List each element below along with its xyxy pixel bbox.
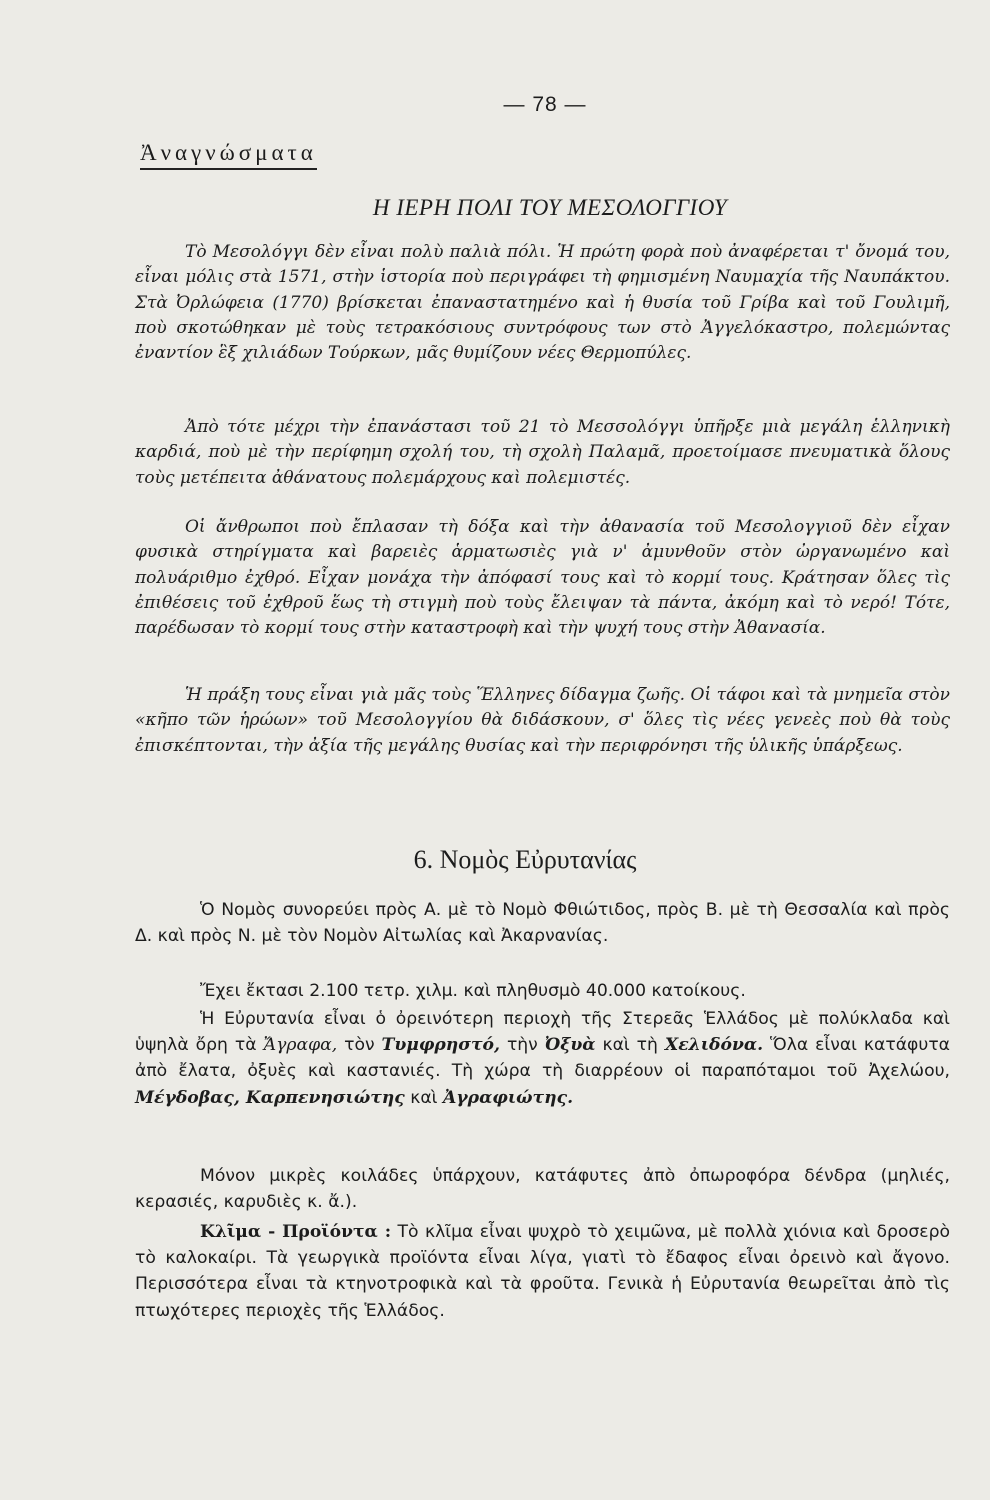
reading-title: Η ΙΕΡΗ ΠΟΛΙ ΤΟΥ ΜΕΣΟΛΟΓΓΙΟΥ: [372, 195, 728, 220]
body-paragraph: Ὁ Νομὸς συνορεύει πρὸς Α. μὲ τὸ Νομὸ Φθιώτιδος, πρὸς Β. μὲ τὴ Θεσσαλία καὶ πρὸς Δ. καὶ πρὸς Ν. μὲ τὸν Νομὸν Αἰτωλίας καὶ Ἀκαρνανίας.: [135, 900, 950, 947]
body-paragraph: Ἔχει ἔκτασι 2.100 τετρ. χιλμ. καὶ πληθυσμὸ 40.000 κατοίκους.: [200, 981, 746, 1001]
body-paragraph: Ἡ Εὐρυτανία εἶναι ὁ ὀρεινότερη περιοχὴ τῆς Στερεᾶς Ἑλλάδος μὲ πολύκλαδα καὶ ὑψηλὰ ὄρη τὰ Ἄγραφα, τὸν Τυμφρηστό, τὴν Ὀξυὰ καὶ τὴ Χελιδόνα. Ὅλα εἶναι κατάφυτα ἀπὸ ἔλατα, ὀξυὲς καὶ καστανιές. Τὴ χώρα τὴ διαρρέουν οἱ παραπόταμοι τοῦ Ἀχελώου, Μέγδοβας, Καρπενησιώτης καὶ Ἀγραφιώτης.: [135, 1009, 951, 1108]
reading-paragraph: Τὸ Μεσολόγγι δὲν εἶναι πολὺ παλιὰ πόλι. Ἡ πρώτη φορὰ ποὺ ἀναφέρεται τ' ὄνομά του, εἶναι μόλις στὰ 1571, στὴν ἱστορία ποὺ περιγράφει τὴ φημισμένη Ναυμαχία τῆς Ναυπάκτου. Στὰ Ὀρλώφεια (1770) βρίσκεται ἐπαναστατημένο καὶ ἡ θυσία τοῦ Γρίβα καὶ τοῦ Γουλιμῆ, ποὺ σκοτώθηκαν μὲ τοὺς τετρακόσιους συντρόφους των στὸ Ἀγγελόκαστρο, πολεμώντας ἐναντίον ἓξ χιλιάδων Τούρκων, μᾶς θυμίζουν νέες Θερμοπύλες.: [135, 242, 950, 364]
reading-paragraph: Οἱ ἄνθρωποι ποὺ ἔπλασαν τὴ δόξα καὶ τὴν ἀθανασία τοῦ Μεσολογγιοῦ δὲν εἶχαν φυσικὰ στηρίγματα καὶ βαρειὲς ἁρματωσιὲς γιὰ ν' ἀμυνθοῦν στὸν ὠργανωμένο καὶ πολυάριθμο ἐχθρό. Εἶχαν μονάχα τὴν ἀπόφασί τους καὶ τὸ κορμί τους. Κράτησαν ὅλες τὶς ἐπιθέσεις τοῦ ἐχθροῦ ἕως τὴ στιγμὴ ποὺ τοὺς ἔλειψαν τὰ πάντα, ἀκόμη καὶ τὸ νερό! Τότε, παρέδωσαν τὸ κορμί τους στὴν καταστροφὴ καὶ τὴν ψυχή τους στὴν Ἀθανασία.: [135, 517, 950, 639]
section-heading: 6. Νομὸς Εὐρυτανίας: [413, 845, 637, 874]
reading-paragraph: Ἀπὸ τότε μέχρι τὴν ἐπανάστασι τοῦ 21 τὸ Μεσσολόγγι ὑπῆρξε μιὰ μεγάλη ἑλληνικὴ καρδιά, ποὺ μὲ τὴν περίφημη σχολή του, τὴ σχολὴ Παλαμᾶ, προετοίμασε πνευματικὰ ὅλους τοὺς μετέπειτα ἀθάνατους πολεμάρχους καὶ πολεμιστές.: [135, 417, 950, 488]
page-number: — 78 —: [503, 93, 587, 116]
body-paragraph: Μόνον μικρὲς κοιλάδες ὑπάρχουν, κατάφυτες ἀπὸ ὀπωροφόρα δένδρα (μηλιές, κερασιές, καρυδιὲς κ. ἄ.).: [135, 1166, 950, 1213]
reading-paragraph: Ἡ πράξη τους εἶναι γιὰ μᾶς τοὺς Ἕλληνες δίδαγμα ζωῆς. Οἱ τάφοι καὶ τὰ μνημεῖα στὸν «κῆπο τῶν ἡρώων» τοῦ Μεσολογγίου θὰ διδάσκουν, σ' ὅλες τὶς νέες γενεὲς ποὺ θὰ τοὺς ἐπισκέπτονται, τὴν ἀξία τῆς μεγάλης θυσίας καὶ τὴν περιφρόνησι τῆς ὑλικῆς ὑπάρξεως.: [135, 685, 950, 756]
section-label: Ἀναγνώσματα: [140, 140, 317, 170]
body-paragraph: Κλῖμα - Προϊόντα : Τὸ κλῖμα εἶναι ψυχρὸ τὸ χειμῶνα, μὲ πολλὰ χιόνια καὶ δροσερὸ τὸ καλοκαίρι. Τὰ γεωργικὰ προϊόντα εἶναι λίγα, γιατὶ τὸ ἔδαφος εἶναι ὀρεινὸ καὶ ἄγονο. Περισσότερα εἶναι τὰ κτηνοτροφικὰ καὶ τὰ φροῦτα. Γενικὰ ἡ Εὐρυτανία θεωρεῖται ἀπὸ τὶς πτωχότερες περιοχὲς τῆς Ἑλλάδος.: [135, 1222, 950, 1321]
climate-heading: Κλῖμα - Προϊόντα :: [200, 1222, 392, 1242]
